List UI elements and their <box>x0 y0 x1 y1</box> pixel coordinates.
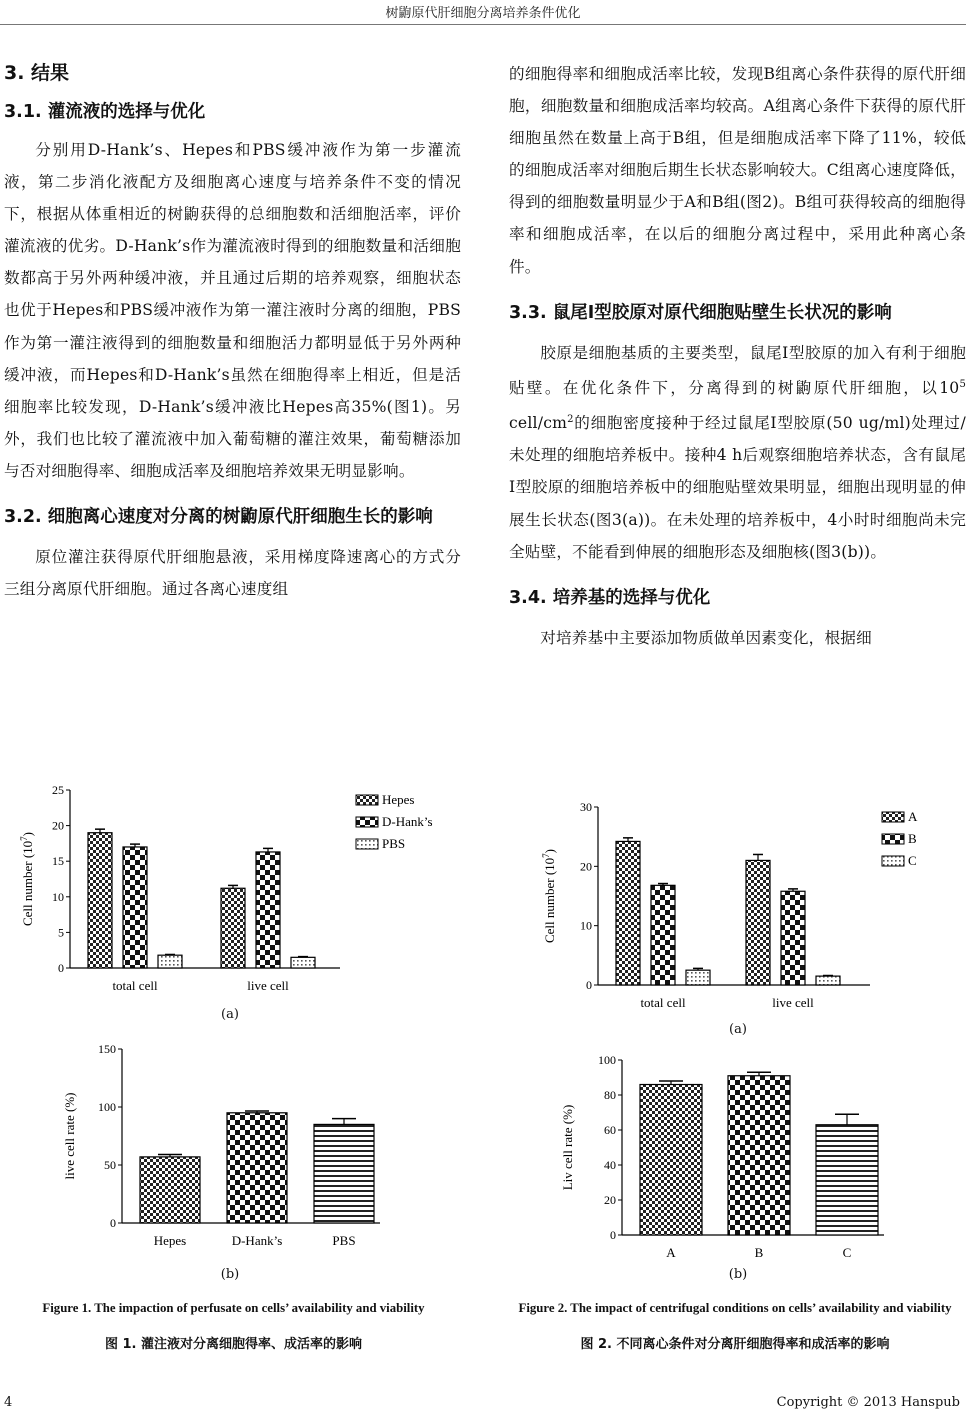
fig1a-chart <box>19 783 433 993</box>
fig1b-xtick-label: Hepes <box>153 1233 187 1248</box>
figure-2 <box>490 775 966 1300</box>
page-number: 4 <box>4 1395 13 1410</box>
fig1b-bar-PBS <box>314 1124 374 1223</box>
fig1a-legend-label: PBS <box>382 836 406 851</box>
fig2a-legend-label: B <box>908 831 917 846</box>
fig1a-legend-swatch <box>356 839 378 849</box>
fig1a-ytick-label: 5 <box>58 925 64 940</box>
paragraph-3-2-continued: 的细胞得率和细胞成活率比较，发现B组离心条件获得的原代肝细胞，细胞数量和细胞成活率均较高。A组离心条件下获得的原代肝细胞虽然在数量上高于B组，但是细胞成活率下降了11%，较低的细胞成活率对细胞后期生长状态影响较大。C组离心速度降低，得到的细胞数量明显少于A和B组(图2)。B组可获得较高的细胞得率和细胞成活率，在以后的细胞分离过程中，采用此种离心条件。 <box>509 65 966 276</box>
section-heading-3-3: 3.3. 鼠尾Ⅰ型胶原对原代细胞贴壁生长状况的影响 <box>509 302 892 323</box>
fig2b-ytick-label: 40 <box>604 1158 616 1172</box>
fig1a-ytick-label: 10 <box>52 889 64 904</box>
fig1a-bar-PBS-live cell <box>291 957 315 968</box>
fig1a-ytick-label: 15 <box>52 854 64 869</box>
paragraph-3-2: 原位灌注获得原代肝细胞悬液，采用梯度降速离心的方式分三组分离原代肝细胞。通过各离心速度组 <box>4 548 461 599</box>
section-heading-3: 3. 结果 <box>4 62 70 84</box>
fig2a-ytick-label: 10 <box>580 918 592 933</box>
right-column <box>509 58 966 654</box>
fig1a-bar-D-Hank’s-total cell <box>123 847 147 968</box>
fig2b-xtick-label: A <box>666 1245 676 1260</box>
fig1a-legend-swatch <box>356 795 378 805</box>
paragraph-3-3: 胶原是细胞基质的主要类型，鼠尾I型胶原的加入有利于细胞贴壁。在优化条件下，分离得到的树鼩原代肝细胞，以$10^5$ cell/$cm^2$的细胞密度接种于经过鼠尾I型胶原(50 ug/ml)处理过/未处理的细胞培养板中。接种4 h后观察细胞培养状态，含有鼠尾I型胶原的细胞培养板中的细胞贴壁效果明显，细胞出现明显的伸展生长状态(图3(a))。在未处理的培养板中，4小时时细胞尚未完全贴壁，不能看到伸展的细胞形态及细胞核(图3(b))。 <box>509 343 966 561</box>
fig2a-chart <box>541 800 918 1010</box>
fig1b-ytick-label: 150 <box>98 1042 116 1056</box>
fig2a-ytick-label: 30 <box>580 800 592 814</box>
figure-1b-label: (b) <box>220 1267 240 1282</box>
fig1a-bar-Hepes-live cell <box>221 888 245 968</box>
fig1a-bar-D-Hank’s-live cell <box>256 852 280 968</box>
fig2b-bar-A <box>640 1085 702 1236</box>
fig1a-ytick-label: 20 <box>52 818 64 833</box>
fig1a-legend-swatch <box>356 817 378 827</box>
fig1a-bar-Hepes-total cell <box>88 833 112 968</box>
figure-1 <box>0 775 480 1300</box>
fig2b-bar-C <box>816 1125 878 1235</box>
fig1a-xtick-label: total cell <box>112 978 158 993</box>
fig1a-legend-label: D-Hank’s <box>382 814 433 829</box>
fig2a-legend-label: A <box>908 809 918 824</box>
fig1b-chart <box>62 1042 380 1248</box>
fig2b-ylabel: Liv cell rate (%) <box>560 1104 575 1191</box>
fig2b-bar-B <box>728 1076 790 1235</box>
fig1b-bar-D-Hank’s <box>227 1113 287 1223</box>
fig2b-ytick-label: 20 <box>604 1193 616 1207</box>
fig2a-legend-swatch <box>882 834 904 844</box>
fig2b-chart <box>560 1053 884 1260</box>
fig2b-xtick-label: C <box>842 1245 852 1260</box>
fig2a-ytick-label: 0 <box>586 978 592 992</box>
figure-2-caption-zh: 图 2. 不同离心条件对分离肝细胞得率和成活率的影响 <box>580 1337 890 1352</box>
paragraph-3-1: 分别用D-Hank’s、Hepes和PBS缓冲液作为第一步灌流液，第二步消化液配方及细胞离心速度与培养条件不变的情况下，根据从体重相近的树鼩获得的总细胞数和活细胞活率，评价灌流液的优劣。D-Hank’s作为灌流液时得到的细胞数量和活细胞数都高于另外两种缓冲液，并且通过后期的培养观察，细胞状态也优于Hepes和PBS缓冲液作为第一灌注液时分离的细胞，PBS作为第一灌注液得到的细胞数量和细胞活力都明显低于另外两种缓冲液，而Hepes和D-Hank’s虽然在细胞得率上相近，但是活细胞率比较发现，D-Hank’s缓冲液比Hepes高35%(图1)。另外，我们也比较了灌流液中加入葡萄糖的灌注效果，葡萄糖添加与否对细胞得率、细胞成活率及细胞培养效果无明显影响。 <box>4 141 461 480</box>
figure-1-caption-en: Figure 1. The impaction of perfusate on cells’ availability and viability <box>42 1301 425 1315</box>
figure-2b-label: (b) <box>728 1267 748 1282</box>
paragraph-3-4: 对培养基中主要添加物质做单因素变化，根据细 <box>540 628 872 647</box>
fig1b-xtick-label: PBS <box>332 1233 356 1248</box>
fig1b-ylabel: live cell rate (%) <box>62 1092 77 1180</box>
fig1a-xtick-label: live cell <box>247 978 289 993</box>
left-column <box>4 58 461 605</box>
header-rule <box>0 24 966 25</box>
section-heading-3-1: 3.1. 灌流液的选择与优化 <box>4 102 206 122</box>
fig2a-xtick-label: live cell <box>772 995 814 1010</box>
fig2b-ytick-label: 0 <box>610 1228 616 1242</box>
figure-1-caption-zh: 图 1. 灌注液对分离细胞得率、成活率的影响 <box>104 1337 363 1352</box>
figure-1a-label: (a) <box>221 1007 239 1022</box>
running-header: 树鼩原代肝细胞分离培养条件优化 <box>385 6 581 21</box>
fig2a-xtick-label: total cell <box>640 995 686 1010</box>
fig2a-legend-swatch <box>882 812 904 822</box>
fig2b-ytick-label: 80 <box>604 1088 616 1102</box>
fig1b-bar-Hepes <box>140 1157 200 1223</box>
fig2a-ytick-label: 20 <box>580 859 592 874</box>
section-heading-3-4: 3.4. 培养基的选择与优化 <box>509 587 711 608</box>
fig1a-ylabel: Cell number $(10^7)$ <box>19 831 35 927</box>
fig2a-bar-A-total cell <box>616 841 640 985</box>
figure-2a-label: (a) <box>729 1022 747 1037</box>
fig2a-bar-C-total cell <box>686 970 710 985</box>
fig1b-ytick-label: 100 <box>98 1100 116 1114</box>
fig2a-ylabel: Cell number $(10^7)$ <box>541 848 557 944</box>
fig1b-ytick-label: 50 <box>104 1158 116 1172</box>
fig2b-ytick-label: 100 <box>598 1053 616 1067</box>
fig1a-legend-label: Hepes <box>382 792 415 807</box>
fig2b-xtick-label: B <box>754 1245 764 1260</box>
fig2a-legend-label: C <box>908 853 917 868</box>
fig2a-bar-C-live cell <box>816 976 840 985</box>
fig2b-ytick-label: 60 <box>604 1123 616 1137</box>
fig1a-bar-PBS-total cell <box>158 955 182 968</box>
fig1a-ytick-label: 0 <box>58 961 64 975</box>
fig1a-ytick-label: 25 <box>52 783 64 797</box>
fig2a-bar-B-live cell <box>781 891 805 985</box>
fig1b-ytick-label: 0 <box>110 1216 116 1230</box>
fig2a-bar-A-live cell <box>746 860 770 985</box>
section-heading-3-2: 3.2. 细胞离心速度对分离的树鼩原代肝细胞生长的影响 <box>4 507 433 528</box>
copyright: Copyright © 2013 Hanspub <box>776 1395 960 1410</box>
fig1b-xtick-label: D-Hank’s <box>231 1233 283 1248</box>
fig2a-bar-B-total cell <box>651 885 675 985</box>
fig2a-legend-swatch <box>882 856 904 866</box>
figure-2-caption-en: Figure 2. The impact of centrifugal conditions on cells’ availability and viability <box>518 1301 952 1315</box>
